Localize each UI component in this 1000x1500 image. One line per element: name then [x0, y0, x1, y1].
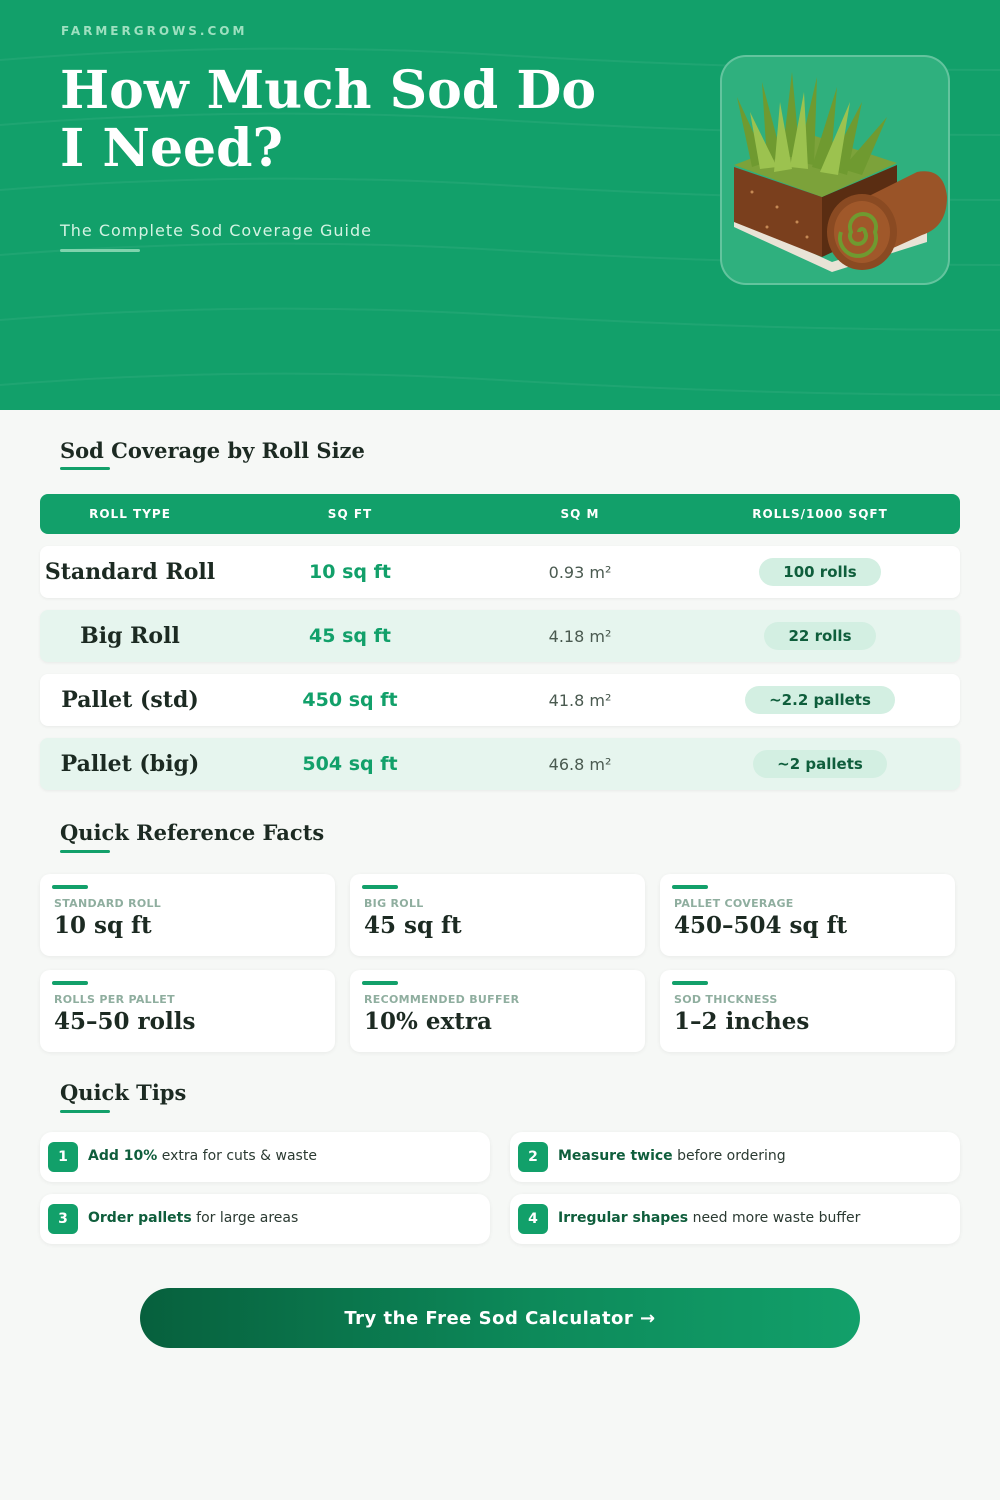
title-line-1: How Much Sod Do: [60, 60, 597, 121]
fact-value: 450–504 sq ft: [674, 912, 848, 939]
coverage-title-underline: [60, 467, 110, 470]
fact-label: SOD THICKNESS: [674, 993, 778, 1006]
column-header-roll-type: ROLL TYPE: [89, 507, 171, 521]
fact-accent-bar: [52, 885, 88, 889]
tips-section-title: Quick Tips: [60, 1080, 187, 1105]
fact-accent-bar: [362, 981, 398, 985]
sq-m-cell: 0.93 m²: [548, 562, 612, 582]
page-title: [60, 62, 660, 178]
fact-value: 10 sq ft: [54, 912, 152, 939]
tip-number-badge: 4: [518, 1204, 548, 1234]
brand-name: FARMERGROWS.COM: [61, 24, 248, 38]
tip-text: Irregular shapes need more waste buffer: [558, 1210, 861, 1226]
rolls-per-1000-badge: 100 rolls: [759, 558, 880, 586]
fact-label: RECOMMENDED BUFFER: [364, 993, 520, 1006]
fact-label: ROLLS PER PALLET: [54, 993, 175, 1006]
tip-number-badge: 2: [518, 1142, 548, 1172]
hero-banner: [0, 0, 1000, 410]
fact-label: STANDARD ROLL: [54, 897, 162, 910]
rolls-per-1000-badge: 22 rolls: [764, 622, 875, 650]
fact-card-pallet-coverage: [660, 874, 955, 956]
sq-m-cell: 4.18 m²: [548, 626, 612, 646]
roll-type-cell: Big Roll: [80, 623, 180, 649]
fact-accent-bar: [672, 885, 708, 889]
sod-calculator-cta-button[interactable]: Try the Free Sod Calculator →: [140, 1288, 860, 1348]
fact-label: BIG ROLL: [364, 897, 424, 910]
sq-ft-cell: 450 sq ft: [302, 689, 398, 711]
rolls-per-1000-badge: ~2.2 pallets: [745, 686, 895, 714]
sq-m-cell: 46.8 m²: [548, 754, 612, 774]
fact-card-big-roll: [350, 874, 645, 956]
tip-text: Order pallets for large areas: [88, 1210, 299, 1226]
fact-label: PALLET COVERAGE: [674, 897, 794, 910]
tip-item: [40, 1132, 490, 1182]
column-header-rolls-per-1000: ROLLS/1000 SQFT: [752, 507, 888, 521]
tip-item: [40, 1194, 490, 1244]
fact-accent-bar: [52, 981, 88, 985]
subtitle-underline: [60, 249, 140, 252]
fact-accent-bar: [672, 981, 708, 985]
table-row: [40, 738, 960, 790]
fact-card-recommended-buffer: [350, 970, 645, 1052]
tips-title-underline: [60, 1110, 110, 1113]
tip-item: [510, 1194, 960, 1244]
table-row: [40, 610, 960, 662]
fact-accent-bar: [362, 885, 398, 889]
column-header-sq-ft: SQ FT: [327, 507, 373, 521]
coverage-section-title: Sod Coverage by Roll Size: [60, 438, 365, 463]
fact-value: 45–50 rolls: [54, 1008, 196, 1035]
coverage-table-header: [40, 494, 960, 534]
fact-card-rolls-per-pallet: [40, 970, 335, 1052]
tip-text: Measure twice before ordering: [558, 1148, 786, 1164]
fact-card-standard-roll: [40, 874, 335, 956]
tip-text: Add 10% extra for cuts & waste: [88, 1148, 317, 1164]
fact-card-sod-thickness: [660, 970, 955, 1052]
sq-ft-cell: 45 sq ft: [309, 625, 391, 647]
tip-number-badge: 3: [48, 1204, 78, 1234]
column-header-sq-m: SQ M: [560, 507, 600, 521]
page-subtitle: The Complete Sod Coverage Guide: [60, 221, 372, 240]
sod-illustration-card: [720, 55, 950, 285]
sod-roll-illustration-icon: [722, 57, 952, 287]
sq-ft-cell: 10 sq ft: [309, 561, 391, 583]
facts-title-underline: [60, 850, 110, 853]
facts-section-title: Quick Reference Facts: [60, 820, 325, 845]
sq-ft-cell: 504 sq ft: [302, 753, 398, 775]
tip-item: [510, 1132, 960, 1182]
tip-number-badge: 1: [48, 1142, 78, 1172]
fact-value: 10% extra: [364, 1008, 492, 1035]
fact-value: 45 sq ft: [364, 912, 462, 939]
roll-type-cell: Pallet (std): [61, 687, 199, 713]
roll-type-cell: Pallet (big): [60, 751, 200, 777]
title-line-2: I Need?: [60, 118, 283, 179]
roll-type-cell: Standard Roll: [44, 559, 216, 585]
table-row: [40, 674, 960, 726]
rolls-per-1000-badge: ~2 pallets: [753, 750, 887, 778]
sq-m-cell: 41.8 m²: [548, 690, 612, 710]
fact-value: 1–2 inches: [674, 1008, 810, 1035]
table-row: [40, 546, 960, 598]
